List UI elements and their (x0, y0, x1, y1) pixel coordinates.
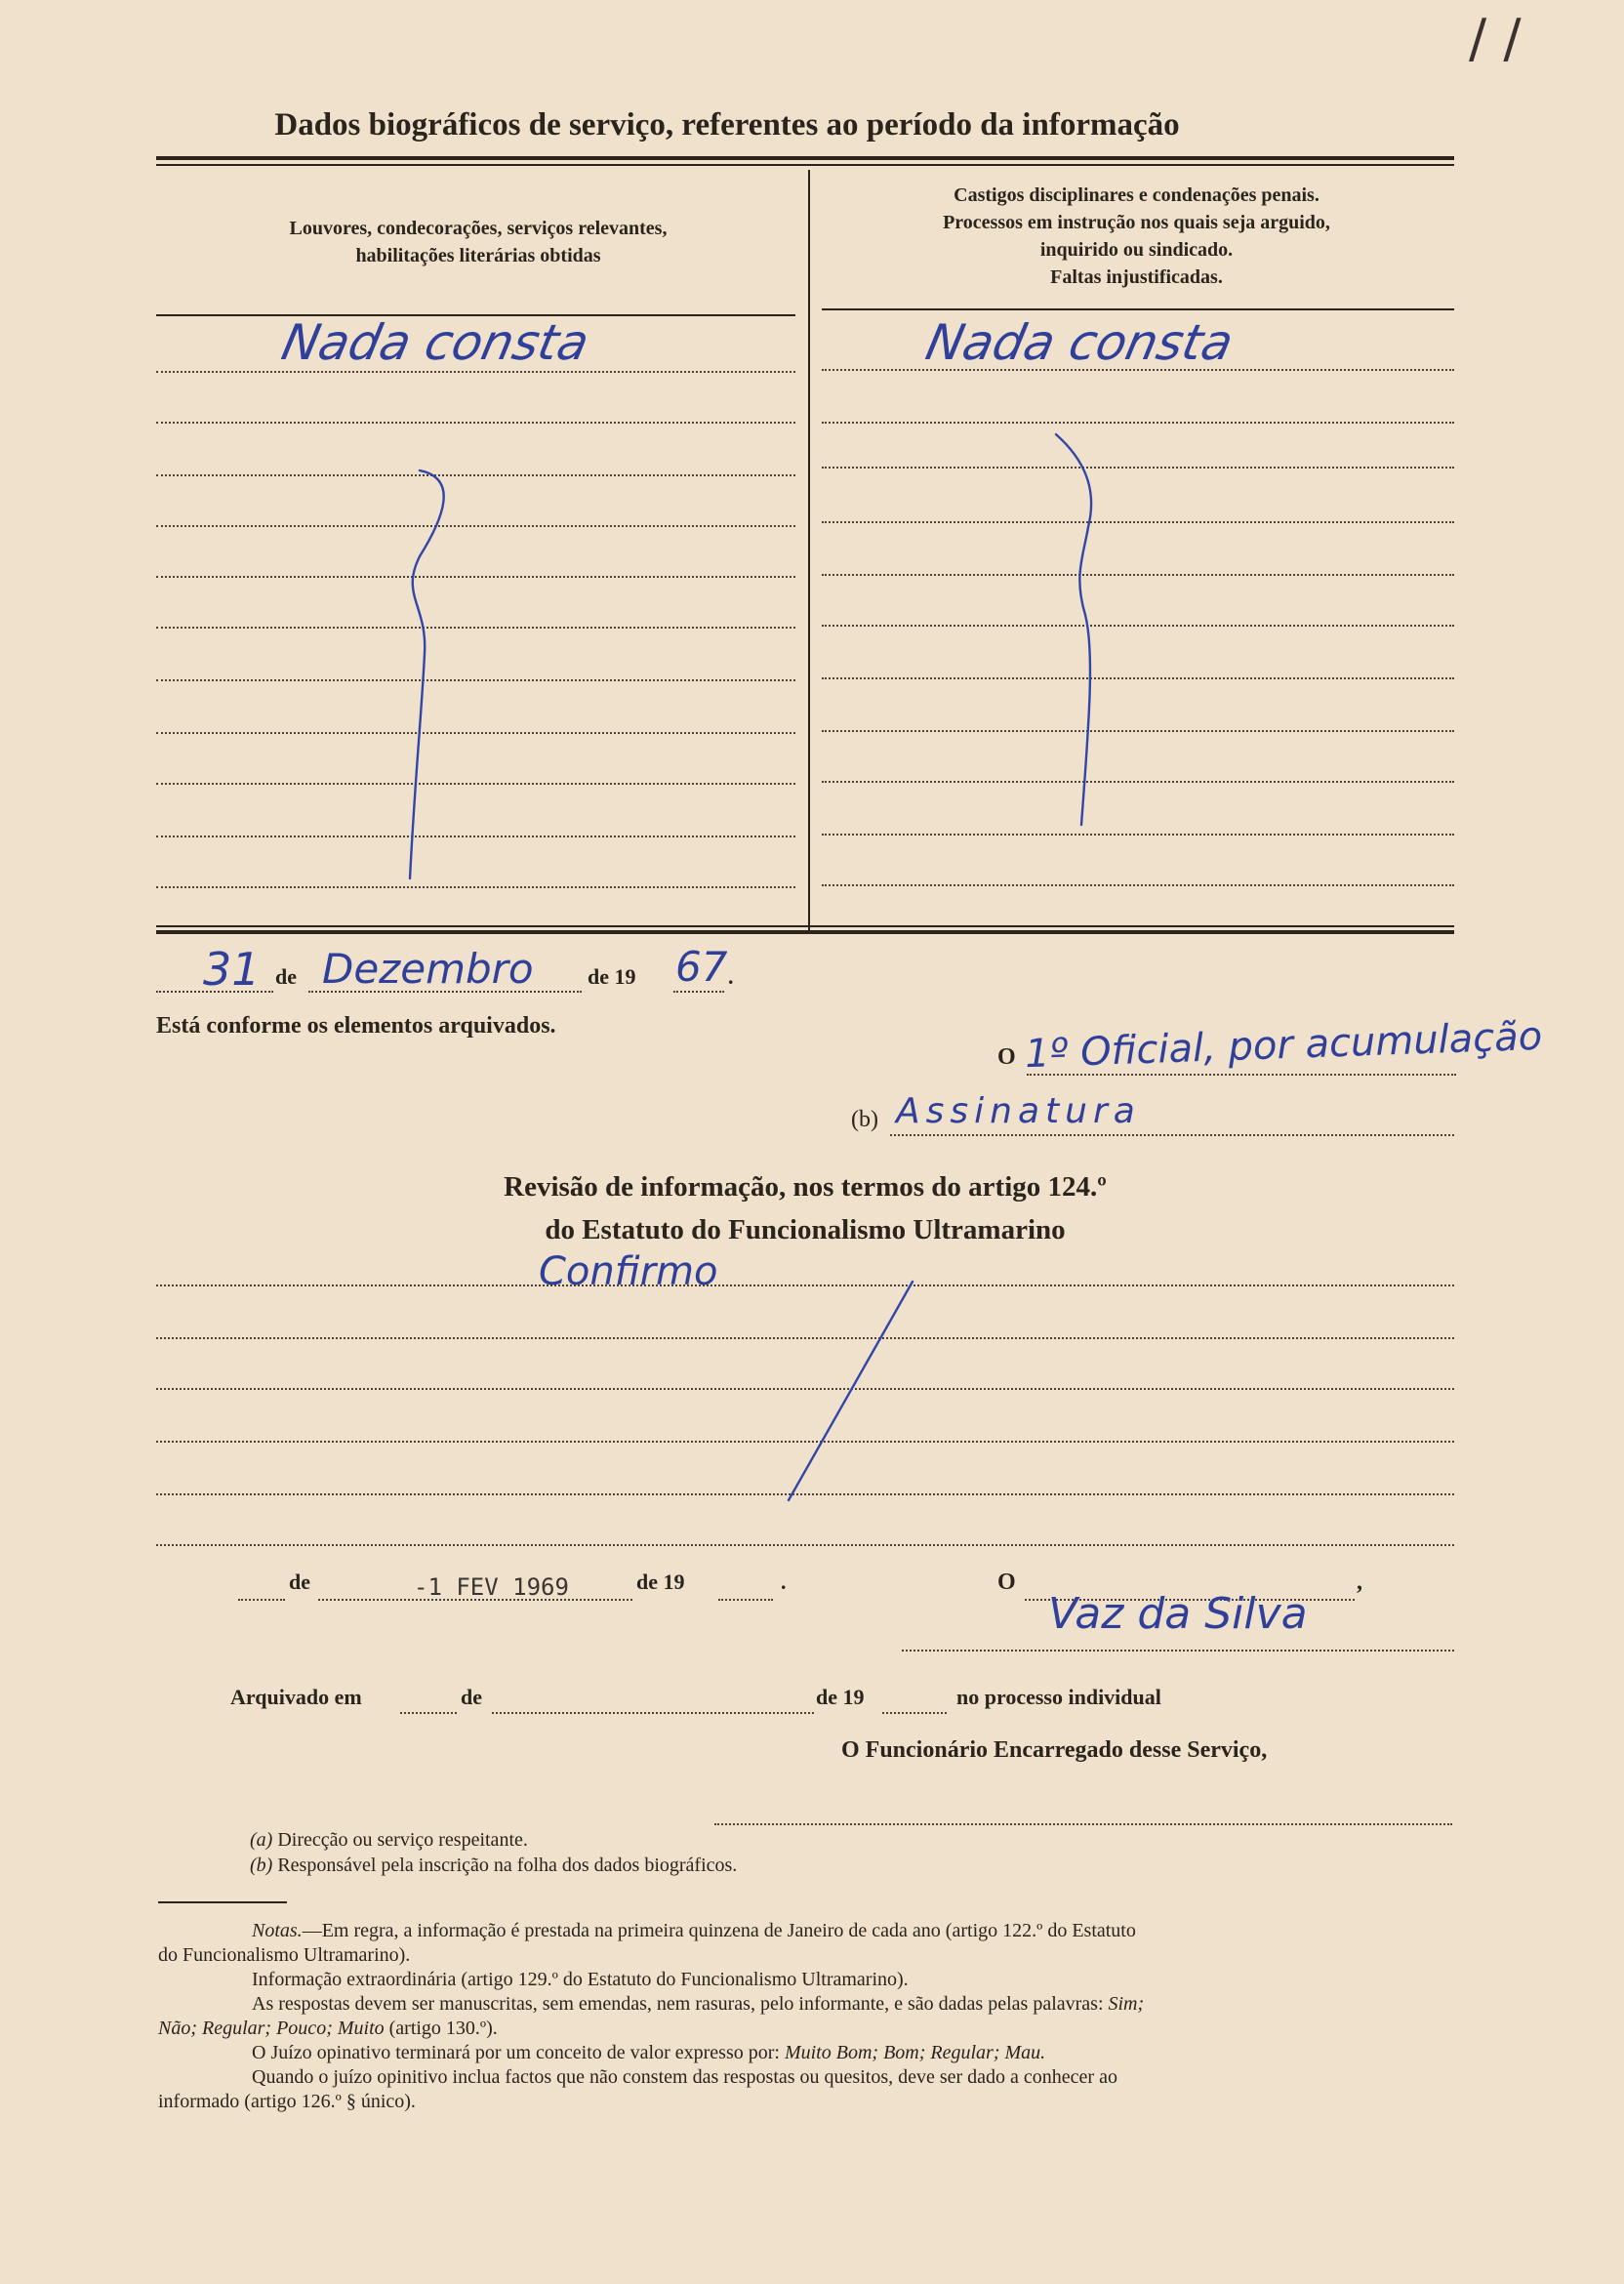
notes-line-1 (158, 1919, 1454, 1943)
right-line (822, 677, 1454, 679)
official-signature-dots (714, 1823, 1452, 1825)
corner-mark: / / (1469, 8, 1522, 69)
footnote-a-mark: (a) (250, 1829, 273, 1851)
right-line (822, 781, 1454, 783)
month-dots (308, 991, 582, 993)
conforme-text: Está conforme os elementos arquivados. (156, 1013, 556, 1039)
rev-article: O (997, 1570, 1016, 1595)
rev-end: . (781, 1570, 787, 1594)
footnotes (250, 1827, 737, 1878)
rev-de-2: de 19 (636, 1570, 685, 1594)
rev-signature: Vaz da Silva (1048, 1589, 1308, 1639)
left-column-header (156, 215, 800, 269)
right-header-line-4: Faltas injustificadas. (1050, 266, 1223, 288)
table-rule-top (156, 925, 1454, 927)
signatory-marker-b: (b) (851, 1107, 878, 1132)
rev-month-dots (318, 1599, 632, 1601)
archived-label: Arquivado em (230, 1685, 362, 1709)
right-brace-stroke (1044, 420, 1132, 849)
notes-line-3: Informação extraordinária (artigo 129.º do Estatuto do Funcionalismo Ultramarino). (252, 1969, 909, 1990)
footnote-b-text: Responsável pela inscrição na folha dos dados biográficos. (277, 1855, 738, 1876)
date-de-1: de (275, 964, 297, 989)
date-end: . (728, 964, 734, 989)
right-line (822, 467, 1454, 469)
revision-title-line-1: Revisão de informação, nos termos do artigo 124.º (504, 1171, 1107, 1203)
left-header-line-1: Louvores, condecorações, serviços relevantes, (289, 218, 668, 239)
notes-line-6-text: O Juízo opinativo terminará por um conceito de valor expresso por: (252, 2042, 780, 2063)
notes-line-6 (158, 2041, 1454, 2065)
left-line (156, 422, 795, 424)
rev-comma: , (1357, 1570, 1362, 1595)
footnote-b (250, 1853, 737, 1878)
notes-line-5-tail: (artigo 130.º). (388, 2018, 498, 2039)
footnote-a (250, 1827, 737, 1853)
title-rule-top (156, 156, 1454, 160)
revision-slash-stroke (781, 1274, 917, 1508)
signatory-article: O (997, 1044, 1016, 1070)
right-column-header (822, 182, 1451, 291)
right-line (822, 884, 1454, 886)
right-handwritten-entry: Nada consta (920, 314, 1238, 371)
notes-line-7: Quando o juízo opinitivo inclua factos que não constem das respostas ou quesitos, deve ser dado a conhecer ao (252, 2066, 1117, 2088)
notes-separator (158, 1901, 287, 1903)
right-header-rule (822, 308, 1454, 310)
signatory-signature: Assinatura (896, 1091, 1141, 1131)
right-line (822, 574, 1454, 576)
rev-year-dots (718, 1599, 773, 1601)
day-dots (156, 991, 273, 993)
archived-day-dots (400, 1712, 457, 1714)
footnote-a-text: Direcção ou serviço respeitante. (277, 1829, 528, 1851)
right-line (822, 834, 1454, 836)
notes-label: Notas. (252, 1920, 303, 1941)
signatory-title: 1º Oficial, por acumulação (1024, 1013, 1543, 1078)
archived-de-1: de (461, 1685, 482, 1709)
left-header-line-2: habilitações literárias obtidas (355, 245, 601, 266)
left-brace-stroke (390, 459, 478, 888)
table-rule-bottom (156, 930, 1454, 934)
date-day: 31 (203, 943, 261, 996)
archived-month-dots (492, 1712, 814, 1714)
notes-line-2: do Funcionalismo Ultramarino). (158, 1944, 411, 1966)
notes-line-6-words: Muito Bom; Bom; Regular; Mau. (784, 2042, 1046, 2063)
notes-line-1-text: —Em regra, a informação é prestada na primeira quinzena de Janeiro de cada ano (artigo 122.º do Estatuto (302, 1920, 1136, 1941)
left-handwritten-entry: Nada consta (276, 314, 594, 371)
right-header-line-3: inquirido ou sindicado. (1039, 239, 1234, 261)
revision-line (156, 1544, 1454, 1546)
signatory-signature-dots (890, 1134, 1454, 1136)
rev-day-dots (238, 1599, 285, 1601)
right-header-line-2: Processos em instrução nos quais seja arguido, (943, 212, 1330, 233)
page-title: Dados biográficos de serviço, referentes ao período da informação (274, 107, 1180, 143)
right-header-line-1: Castigos disciplinares e condenações penais. (954, 184, 1320, 206)
official-title: O Funcionário Encarregado desse Serviço, (841, 1737, 1268, 1763)
rev-stamp: -1 FEV 1969 (414, 1573, 569, 1601)
notes-line-4-words: Sim; (1108, 1993, 1145, 2015)
notes-line-4-text: As respostas devem ser manuscritas, sem emendas, nem rasuras, pelo informante, e são dadas pelas palavras: (252, 1993, 1104, 2015)
date-month: Dezembro (322, 945, 534, 993)
revision-title-line-2: do Estatuto do Funcionalismo Ultramarino (545, 1214, 1066, 1245)
revision-title (156, 1165, 1454, 1251)
right-line (822, 625, 1454, 627)
notes-line-5 (158, 2017, 1454, 2041)
right-line (822, 521, 1454, 523)
archived-de-2: de 19 (816, 1685, 865, 1709)
revision-handwritten: Confirmo (539, 1249, 718, 1294)
signatory-title-dots (1027, 1074, 1456, 1076)
notes-block (158, 1919, 1454, 2114)
rev-signature-dots (902, 1650, 1454, 1652)
right-line (822, 422, 1454, 424)
year-dots (673, 991, 724, 993)
title-rule-bottom (156, 164, 1454, 166)
rev-de-1: de (289, 1570, 310, 1594)
notes-line-4 (158, 1992, 1454, 2017)
column-divider (808, 170, 810, 931)
date-de-2: de 19 (588, 964, 636, 989)
right-line (822, 730, 1454, 732)
left-line (156, 371, 795, 373)
date-year: 67 (675, 943, 728, 991)
notes-line-5-words: Não; Regular; Pouco; Muito (158, 2018, 385, 2039)
archived-process: no processo individual (956, 1685, 1161, 1709)
footnote-b-mark: (b) (250, 1855, 273, 1876)
archived-year-dots (882, 1712, 947, 1714)
notes-line-8: informado (artigo 126.º § único). (158, 2091, 416, 2112)
